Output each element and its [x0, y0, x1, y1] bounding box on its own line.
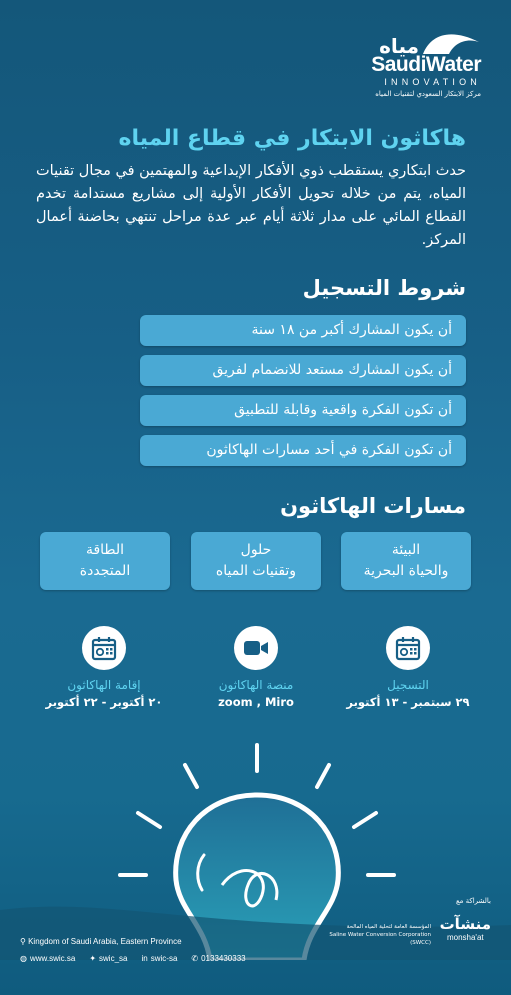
track-line: البيئة	[391, 542, 421, 558]
track-line: وتقنيات المياه	[215, 563, 297, 579]
monshaat-logo	[440, 915, 491, 942]
info-label: التسجيل	[387, 678, 429, 692]
footer	[0, 897, 511, 995]
track-card	[40, 532, 170, 590]
swcc-logo	[311, 923, 431, 947]
conditions-title: شروط التسجيل	[302, 276, 466, 300]
tracks-title: مسارات الهاكاثون	[280, 494, 466, 518]
info-platform	[186, 626, 326, 709]
info-label: إقامة الهاكاثون	[67, 678, 141, 692]
video-camera-icon	[234, 626, 278, 670]
swcc-name-en: Saline Water Conversion Corporation (SWCC)	[329, 932, 431, 946]
track-card	[191, 532, 321, 590]
phone-link[interactable]: ✆ 0133430333	[191, 954, 246, 963]
twitter-link[interactable]: ✦ swic_sa	[89, 954, 128, 963]
monshaat-name-en: monsha'at	[446, 933, 484, 942]
info-value: zoom , Miro	[218, 695, 294, 709]
location-pin-icon: ⚲	[20, 937, 29, 946]
track-line: والحياة البحرية	[363, 563, 449, 579]
track-line: حلول	[240, 542, 272, 558]
website-link[interactable]: ◍ www.swic.sa	[20, 954, 76, 963]
logo-name-en: SaudiWater	[371, 53, 481, 76]
condition-item: أن تكون الفكرة في أحد مسارات الهاكاثون	[140, 435, 466, 466]
info-value: ٢٠ أكتوبر - ٢٢ أكتوبر	[45, 695, 163, 709]
logo-tagline: INNOVATION	[384, 77, 481, 87]
info-value: ٢٩ سبتمبر - ١٣ أكتوبر	[346, 695, 470, 709]
contact-links	[20, 954, 246, 963]
info-label: منصة الهاكاثون	[218, 678, 294, 692]
condition-item: أن تكون الفكرة واقعية وقابلة للتطبيق	[140, 395, 466, 426]
info-hackathon-dates	[34, 626, 174, 709]
lightbulb-icon	[0, 735, 511, 960]
logo-name-ar: مياه	[379, 34, 419, 58]
linkedin-icon: in	[141, 954, 148, 963]
calendar-icon	[386, 626, 430, 670]
partner-label: بالشراكة مع	[455, 897, 491, 905]
monshaat-name-ar: منشآت	[439, 915, 491, 933]
info-registration	[338, 626, 478, 709]
linkedin-link[interactable]: in swic-sa	[141, 954, 178, 963]
track-line: المتجددة	[79, 563, 131, 579]
track-card	[341, 532, 471, 590]
calendar-icon	[82, 626, 126, 670]
location-text: Kingdom of Saudi Arabia, Eastern Province	[28, 937, 182, 946]
swcc-name-ar: المؤسسة العامة لتحلية المياه المالحة	[346, 924, 431, 930]
condition-item: أن يكون المشارك مستعد للانضمام لفريق	[140, 355, 466, 386]
globe-icon: ◍	[20, 954, 27, 963]
page-title: هاكاثون الابتكار في قطاع المياه	[118, 126, 466, 151]
track-line: الطاقة	[85, 542, 125, 558]
location-line	[20, 937, 182, 946]
phone-icon: ✆	[191, 954, 199, 963]
twitter-icon: ✦	[89, 954, 97, 963]
logo-center-name: مركز الابتكار السعودي لتقنيات المياه	[375, 90, 481, 98]
condition-item: أن يكون المشارك أكبر من ١٨ سنة	[140, 315, 466, 346]
intro-text: حدث ابتكاري يستقطب ذوي الأفكار الإبداعية والمهتمين في مجال تقنيات المياه، يتم من خلاله تحويل الأفكار الأولية إلى مشاريع مستدامة تخدم القطاع المائي على مدار ثلاثة أيام عبر عدة مراحل تنتهي بحاضنة أعمال المركز.	[36, 163, 466, 248]
